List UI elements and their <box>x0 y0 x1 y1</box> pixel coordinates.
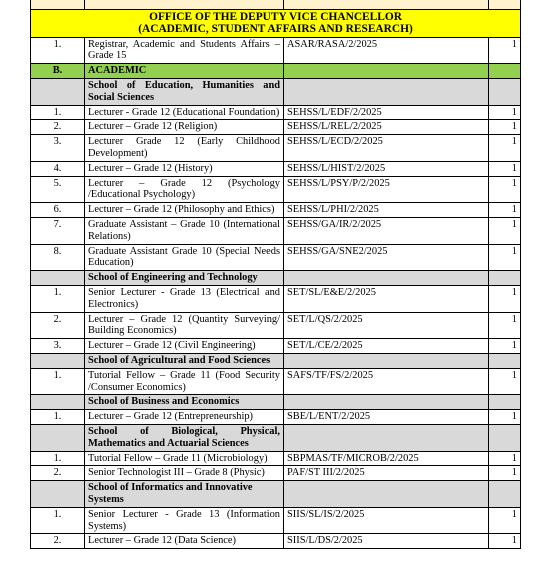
table-row <box>31 244 521 271</box>
position-title: Lecturer – Grade 12 (Psychology /Educational Psychology) <box>85 176 284 203</box>
table-row <box>31 217 521 244</box>
row-number: 2. <box>31 120 85 135</box>
position-title: Lecturer – Grade 12 (Philosophy and Ethics) <box>85 203 284 218</box>
school-header-code-empty <box>284 424 489 451</box>
reference-code: SEHSS/L/ECD/2/2025 <box>284 135 489 162</box>
positions-count: 1 <box>489 105 521 120</box>
reference-code: SEHSS/L/REL/2/2025 <box>284 120 489 135</box>
position-title: Tutorial Fellow – Grade 11 (Food Security /Consumer Economics) <box>85 368 284 395</box>
position-title: Graduate Assistant – Grade 10 (International Relations) <box>85 217 284 244</box>
school-header-row <box>31 481 521 508</box>
table-row <box>31 466 521 481</box>
school-header-spacer <box>31 79 85 106</box>
positions-count: 1 <box>489 410 521 425</box>
table-row <box>31 534 521 549</box>
school-header-spacer <box>31 424 85 451</box>
position-title: Senior Lecturer - Grade 13 (Electrical and Electronics) <box>85 285 284 312</box>
school-header-code-empty <box>284 79 489 106</box>
reference-code: SET/SL/E&E/2/2025 <box>284 285 489 312</box>
row-number: 1. <box>31 37 85 64</box>
position-title: Senior Technologist III – Grade 8 (Physic) <box>85 466 284 481</box>
school-header-positions-empty <box>489 481 521 508</box>
school-header-row <box>31 79 521 106</box>
position-title: Registrar, Academic and Students Affairs – Grade 15 <box>85 37 284 64</box>
office-header-row <box>31 9 521 37</box>
category-positions-empty <box>489 64 521 79</box>
positions-count: 1 <box>489 312 521 339</box>
position-title: Lecturer – Grade 12 (Religion) <box>85 120 284 135</box>
school-header-spacer <box>31 395 85 410</box>
school-header-code-empty <box>284 481 489 508</box>
school-name: School of Biological, Physical, Mathematics and Actuarial Sciences <box>85 424 284 451</box>
reference-code: PAF/ST III/2/2025 <box>284 466 489 481</box>
table-row <box>31 0 521 9</box>
reference-code: SBPMAS/TF/MICROB/2/2025 <box>284 451 489 466</box>
school-name: School of Agricultural and Food Sciences <box>85 353 284 368</box>
reference-code: SEHSS/L/PSY/P/2/2025 <box>284 176 489 203</box>
row-number: 1. <box>31 451 85 466</box>
vacancies-table <box>30 0 521 549</box>
category-row <box>31 64 521 79</box>
reference-code: SIIS/SL/IS/2/2025 <box>284 507 489 534</box>
school-header-spacer <box>31 481 85 508</box>
school-header-positions-empty <box>489 271 521 286</box>
row-number: 2. <box>31 466 85 481</box>
table-row <box>31 120 521 135</box>
table-row <box>31 368 521 395</box>
table-row <box>31 135 521 162</box>
row-number: 1. <box>31 507 85 534</box>
table-row <box>31 339 521 354</box>
school-name: School of Education, Humanities and Social Sciences <box>85 79 284 106</box>
row-number: 1. <box>31 105 85 120</box>
table-row <box>31 507 521 534</box>
school-name: School of Engineering and Technology <box>85 271 284 286</box>
row-number: 1. <box>31 410 85 425</box>
reference-code: SEHSS/L/EDF/2/2025 <box>284 105 489 120</box>
school-header-spacer <box>31 271 85 286</box>
school-name: School of Business and Economics <box>85 395 284 410</box>
positions-count: 1 <box>489 120 521 135</box>
position-title: Lecturer – Grade 12 (History) <box>85 161 284 176</box>
school-header-spacer <box>31 353 85 368</box>
school-header-row <box>31 271 521 286</box>
vacancies-table-body <box>31 0 521 549</box>
row-number: 8. <box>31 244 85 271</box>
position-title: Lecturer – Grade 12 (Quantity Surveying/ Building Economics) <box>85 312 284 339</box>
office-title-line-2: (ACADEMIC, STUDENT AFFAIRS AND RESEARCH) <box>138 23 413 36</box>
row-number: 1. <box>31 285 85 312</box>
school-header-positions-empty <box>489 395 521 410</box>
positions-count: 1 <box>489 285 521 312</box>
office-title <box>31 9 521 37</box>
position-title: Lecturer Grade 12 (Early Childhood Development) <box>85 135 284 162</box>
positions-count: 1 <box>489 466 521 481</box>
positions-count: 1 <box>489 217 521 244</box>
position-title: Lecturer – Grade 12 (Data Science) <box>85 534 284 549</box>
reference-code: SEHSS/GA/IR/2/2025 <box>284 217 489 244</box>
table-row <box>31 203 521 218</box>
reference-code: SEHSS/L/PHI/2/2025 <box>284 203 489 218</box>
positions-count-cell <box>489 0 521 9</box>
table-row <box>31 451 521 466</box>
positions-count: 1 <box>489 339 521 354</box>
positions-count: 1 <box>489 534 521 549</box>
positions-count: 1 <box>489 368 521 395</box>
positions-count: 1 <box>489 135 521 162</box>
positions-count: 1 <box>489 203 521 218</box>
table-row <box>31 161 521 176</box>
position-title: Lecturer – Grade 12 (Entrepreneurship) <box>85 410 284 425</box>
school-header-row <box>31 395 521 410</box>
reference-code: SBE/L/ENT/2/2025 <box>284 410 489 425</box>
positions-count: 1 <box>489 176 521 203</box>
reference-code-cell <box>284 0 489 9</box>
reference-code: SET/L/QS/2/2025 <box>284 312 489 339</box>
office-title-line-1: OFFICE OF THE DEPUTY VICE CHANCELLOR <box>149 10 402 23</box>
row-number: 2. <box>31 312 85 339</box>
row-number: 4. <box>31 161 85 176</box>
positions-count: 1 <box>489 507 521 534</box>
reference-code: SEHSS/L/HIST/2/2025 <box>284 161 489 176</box>
table-row <box>31 37 521 64</box>
school-header-code-empty <box>284 271 489 286</box>
row-number: 6. <box>31 203 85 218</box>
school-header-row <box>31 353 521 368</box>
school-header-code-empty <box>284 353 489 368</box>
category-title: ACADEMIC <box>85 64 284 79</box>
school-header-positions-empty <box>489 353 521 368</box>
category-code-empty <box>284 64 489 79</box>
reference-code: SIIS/L/DS/2/2025 <box>284 534 489 549</box>
table-row <box>31 410 521 425</box>
positions-count: 1 <box>489 451 521 466</box>
school-header-positions-empty <box>489 424 521 451</box>
row-number: 5. <box>31 176 85 203</box>
row-number: 3. <box>31 135 85 162</box>
row-number: 1. <box>31 368 85 395</box>
school-header-row <box>31 424 521 451</box>
reference-code: SEHSS/GA/SNE2/2025 <box>284 244 489 271</box>
reference-code: ASAR/RASA/2/2025 <box>284 37 489 64</box>
reference-code: SAFS/TF/FS/2/2025 <box>284 368 489 395</box>
position-title: Senior Lecturer - Grade 13 (Information Systems) <box>85 507 284 534</box>
position-title-cell <box>85 0 284 9</box>
row-number: 2. <box>31 534 85 549</box>
positions-count: 1 <box>489 244 521 271</box>
positions-count: 1 <box>489 37 521 64</box>
row-number-cell <box>31 0 85 9</box>
row-number: 7. <box>31 217 85 244</box>
position-title: Lecturer – Grade 12 (Civil Engineering) <box>85 339 284 354</box>
position-title: Lecturer - Grade 12 (Educational Foundation) <box>85 105 284 120</box>
row-number: 3. <box>31 339 85 354</box>
school-name: School of Informatics and Innovative Systems <box>85 481 284 508</box>
table-row <box>31 285 521 312</box>
table-row <box>31 105 521 120</box>
table-row <box>31 176 521 203</box>
reference-code: SET/L/CE/2/2025 <box>284 339 489 354</box>
position-title: Graduate Assistant Grade 10 (Special Needs Education) <box>85 244 284 271</box>
category-label: B. <box>31 64 85 79</box>
position-title: Tutorial Fellow – Grade 11 (Microbiology) <box>85 451 284 466</box>
positions-count: 1 <box>489 161 521 176</box>
table-row <box>31 312 521 339</box>
school-header-positions-empty <box>489 79 521 106</box>
school-header-code-empty <box>284 395 489 410</box>
